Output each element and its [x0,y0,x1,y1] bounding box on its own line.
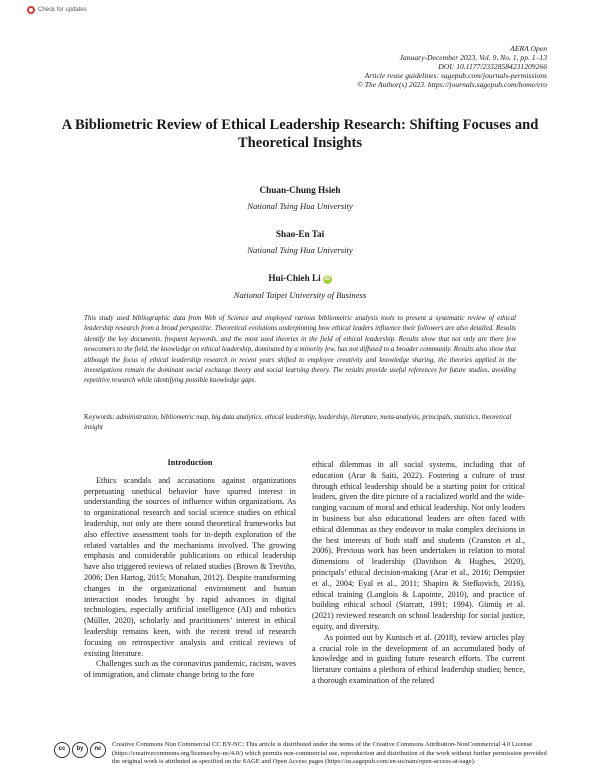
cc-license-icons[interactable] [54,742,106,758]
body-left-column [84,458,296,681]
journal-info [357,44,547,89]
author-3-affiliation: National Taipei University of Business [233,290,367,300]
update-icon [27,6,35,14]
author-3 [0,273,600,284]
cc-nc-icon: nc [90,742,106,758]
author-3-name: Hui-Chieh Li [268,273,321,283]
reuse-guidelines[interactable]: Article reuse guidelines: sagepub.com/journals-permissions [364,71,547,80]
right-paragraph-1: ethical dilemmas in all social systems, including that of education (Arar & Saiti, 2022). Fostering a culture of trust through ethical leadership should be a starting point for critical leaders, given the dire picture of a racialized world and the wide-ranging vacuum of moral and ethical leadership. Not only leaders in business but also educational leaders are often faced with ethical dilemmas as they endeavor to make complex decisions in the best interests of both staff and students (Cranston et al., 2006). Previous work has been undertaken in relation to moral dimensions of leadership (Davidson & Hughes, 2020), principals’ ethical decision-making (Arar et al., 2016; Dempster et al., 2004; Eyal et al., 2011; Shapiro & Stefkovich, 2016), ethical training (Langlois & Lapointe, 2010), and practice of building ethical school (Starratt, 1991; 1994). Gümüş et al. (2021) reviewed research on school leadership for social justice, equity, and diversity. [312,460,525,631]
orcid-icon[interactable]: iD [324,276,331,282]
license-text: Creative Commons Non Commercial CC BY-NC: This article is distributed under the terms of the Creative Commons Attribution-NonCommercial 4.0 License (https://creativecommons.org/licenses/by-nc/4.0/) which permits non-commercial use, reproduction and distribution of the work without further permission provided the original work is attributed as specified on the SAGE and Open Access pages (https://us.sagepub.com/en-us/nam/open-access-at-sage). [112,741,547,766]
check-for-updates-badge[interactable] [27,6,87,14]
journal-doi[interactable]: DOI: 10.1177/23328584231209266 [438,62,547,71]
author-2-name: Shao-En Tai [275,229,325,239]
journal-name: AERA Open [510,44,547,53]
badge-label: Check for updates [38,7,87,13]
article-title: A Bibliometric Review of Ethical Leadership Research: Shifting Focuses and Theoretical Insights [61,117,539,151]
author-2-affiliation: National Tsing Hua University [247,245,353,255]
journal-issue: January-December 2023, Vol. 9, No. 1, pp. 1–13 [399,53,547,62]
left-paragraph-2: Challenges such as the coronavirus pandemic, racism, waves of immigration, and climate change bring to the fore [84,659,296,680]
license-footer [54,741,554,767]
cc-icon: cc [54,742,70,758]
section-heading-introduction: Introduction [167,458,213,467]
cc-by-icon: by [72,742,88,758]
left-paragraph-1: Ethics scandals and accusations against organizations perpetuating unethical behavior have spurred interest in understanding the sources of influence within organizations. As to organizational research and social science studies on ethical leadership, not only are there sound theoretical frameworks but also effective assessment tools for in-depth exploration of the related variables and the mechanisms involved. The growing emphasis and considerable publications on ethical leadership have also triggered reviews of related studies (Brown & Treviño, 2006; Den Hartog, 2015; Monahan, 2012). Despite transforming changes in the organizational environment and human interaction modes brought by rapid advances in digital technologies, especially artificial intelligence (AI) and robotics (Müller, 2020), scholarly and practitioners’ interest in ethical leadership remains keen, with the recent trend of research focusing on retrospective analysis and critical reviews of existing literature. [84,475,296,658]
author-1-name: Chuan-Chung Hsieh [259,185,341,195]
author-1-affiliation: National Tsing Hua University [247,201,353,211]
abstract: This study used bibliographic data from Web of Science and employed various bibliometric analysis tools to present a systematic review of ethical leadership research from a broad perspective. Theoretical evolutions underpinning how ethical leaders influence their followers are also detailed. Results identify the key documents, frequent keywords, and the most used theories in the field of ethical leadership. Results show that not only are there few newcomers to the field, the knowledge on ethical leadership, dominated by a minority few, has not diffused to a broader community. Results also show that although the focus of ethical leadership research in recent years shifted to employee creativity and knowledge sharing, the theories applied in the investigations remain the dominant social exchange theory and social learning theory. The results provide useful references for future studies, avoiding repetitive research while identifying possible knowledge gaps. [84,314,516,385]
keywords-label: Keywords: [84,413,115,421]
keywords-list: administration, bibliometric map, big data analytics, ethical leadership, leadership, literature, meta-analysis, principals, statistics, theoretical insight [84,413,512,432]
keywords [84,412,516,433]
copyright-line[interactable]: © The Author(s) 2023. https://journals.sagepub.com/home/ero [357,80,547,89]
body-right-column [312,460,525,687]
right-paragraph-2: As pointed out by Kunisch et al. (2018), review articles play a crucial role in the development of an accumulated body of knowledge and in guiding future research efforts. The current literature contains a plethora of ethical leadership studies; hence, a thorough examination of the related [312,632,525,685]
